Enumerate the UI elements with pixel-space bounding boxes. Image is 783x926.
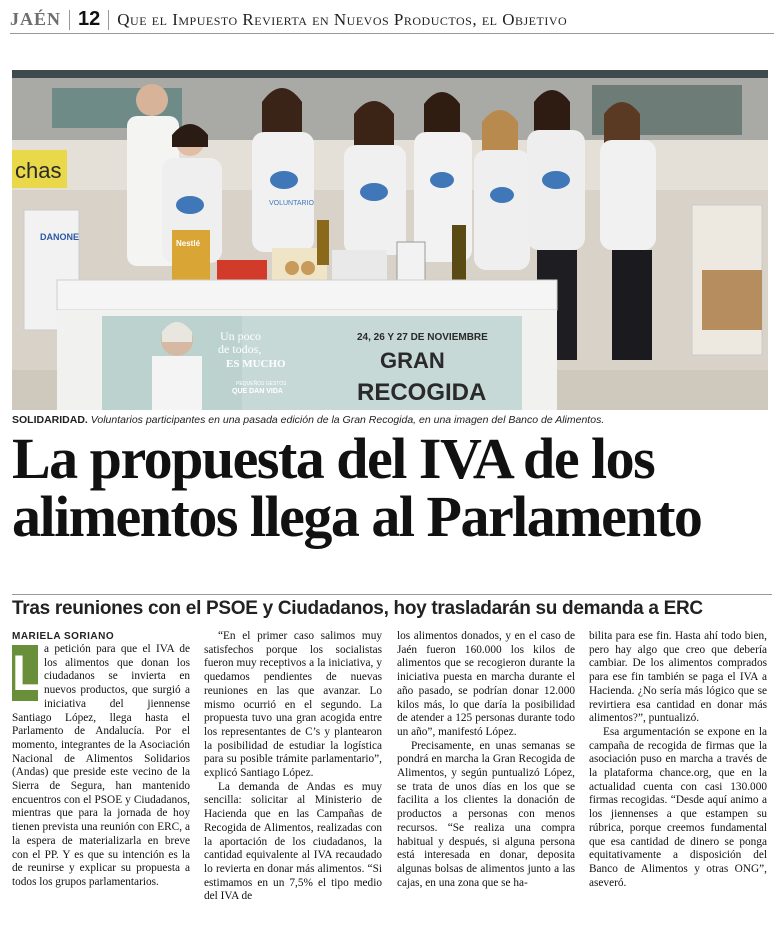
paragraph: “En el primer caso salimos muy satisfechos porque los socialistas fueron muy receptivos a la iniciativa, y quedamos pendientes de nuevas reuniones en las que avanzar. Lo mismo ocurrió en el segundo. La propuesta tuvo una gran acogida entre los representantes de C’s y plantearon la posibilidad de estudiar la logística para su posible trámite parlamentario”, explicó Santiago López. [204, 630, 382, 780]
paragraph: Precisamente, en unas semanas se pondrá en marcha la Gran Recogida de Alimentos, y según puntualizó López, se trata de unos días en los que se facilita a los clientes la donación de productos a personas con menos recursos. “Se realiza una compra habitual y después, si alguna persona está interesada en donar, deposita algunas bolsas de alimentos junto a las cajas, en una zona que se ha- [397, 739, 575, 889]
article-photo [12, 70, 768, 410]
photo-caption [12, 414, 772, 426]
paragraph: La demanda de Andas es muy sencilla: solicitar al Ministerio de Hacienda que en las Campañas de Recogida de Alimentos, realizadas con la aportación de los ciudadanos, la cantidad equivalente al IVA recaudado lo revierta en donar más alimentos. “Si estimamos en un 7,5% el tipo medio del IVA de [204, 780, 382, 903]
article-column-3 [397, 630, 575, 890]
header-divider [108, 10, 109, 30]
caption-label: SOLIDARIDAD. [12, 414, 88, 426]
headline-line-2: alimentos llega al Parlamento [12, 484, 702, 549]
header-divider [69, 10, 70, 30]
running-head [10, 6, 774, 34]
shop-sign-text: chas [15, 158, 62, 183]
paragraph: los alimentos donados, y en el caso de Jaén fueron 160.000 los kilos de alimentos que se recogieron durante la iniciativa puesta en marcha durante el año pasado, se podrían donar 12.000 kilos más, lo que daría la posibilidad de atender a 125 personas durante todo un año”, manifestó López. [397, 630, 575, 738]
box-brand-text: DANONE [40, 232, 80, 242]
vest-text: VOLUNTARIO [269, 200, 314, 207]
section-name: JAÉN [10, 9, 62, 29]
paragraph: Esa argumentación se expone en la campaña de recogida de firmas que la asociación puso en marcha a través de la plataforma chance.org, que en la actualidad cuenta con casi 130.000 firmas recogidas. “Desde aquí animo a los jiennenses a que estampen su rúbrica, porque creemos fundamental que esa cantidad de dinero se ponga equitativamente a disposición del Banco de Alimentos y otras ONG”, aseveró. [589, 725, 767, 889]
caption-text: Voluntarios participantes en una pasada edición de la Gran Recogida, en una imagen del Banco de Alimentos. [87, 414, 605, 426]
running-title: Que el Impuesto Revierta en Nuevos Productos, el Objetivo [117, 9, 568, 29]
article-column-1 [12, 643, 190, 890]
drop-cap: L [12, 645, 43, 701]
byline: MARIELA SORIANO [12, 631, 115, 642]
headline-line-1: La propuesta del IVA de los [12, 426, 655, 491]
headline [12, 426, 772, 549]
volunteers-photo-illustration [12, 70, 768, 410]
paragraph: a petición para que el IVA de los alimentos que donan los ciudadanos se invierta en nuevos productos, que surgió a iniciativa del jiennense Santiago López, llega hasta el Parlamento de Andalucía. Por el momento, integrantes de la Asociación Nacional de Alimentos Solidarios (Andas) que preside este vecino de la Sierra de Segura, han mantenido encuentros con el PSOE y Ciudadanos, mientras que para la jornada de hoy tienen prevista una reunión con ERC, a la espera de materializarla en breve con el PP. Y es que su intención es la de reunirse y explicar su propuesta a todos los grupos parlamentarios. [12, 643, 190, 888]
sign-line-2: RECOGIDA [357, 379, 487, 406]
slogan-line-2: de todos, [218, 342, 262, 356]
slogan-line-1: Un poco [220, 329, 261, 343]
product-brand-text: Nestlé [176, 239, 201, 248]
article-column-4 [589, 630, 767, 890]
sign-date: 24, 26 Y 27 DE NOVIEMBRE [357, 332, 488, 343]
slogan-line-3: ES MUCHO [226, 358, 286, 370]
slogan-line-5: QUE DAN VIDA [232, 388, 283, 395]
article-column-2 [204, 630, 382, 904]
sign-line-1: GRAN [380, 348, 445, 373]
subheadline: Tras reuniones con el PSOE y Ciudadanos, hoy trasladarán su demanda a ERC [12, 594, 772, 620]
paragraph: bilita para ese fin. Hasta ahí todo bien, pero hay algo que creo que debería cambiar. De los alimentos comprados para ese fin también se paga el IVA a Hacienda. ¿No sería más lógico que se revirtiera esa cantidad en donar más alimentos?”, puntualizó. [589, 630, 767, 725]
page-number: 12 [78, 8, 101, 30]
slogan-line-4: PEQUEÑOS GESTOS [236, 381, 287, 387]
